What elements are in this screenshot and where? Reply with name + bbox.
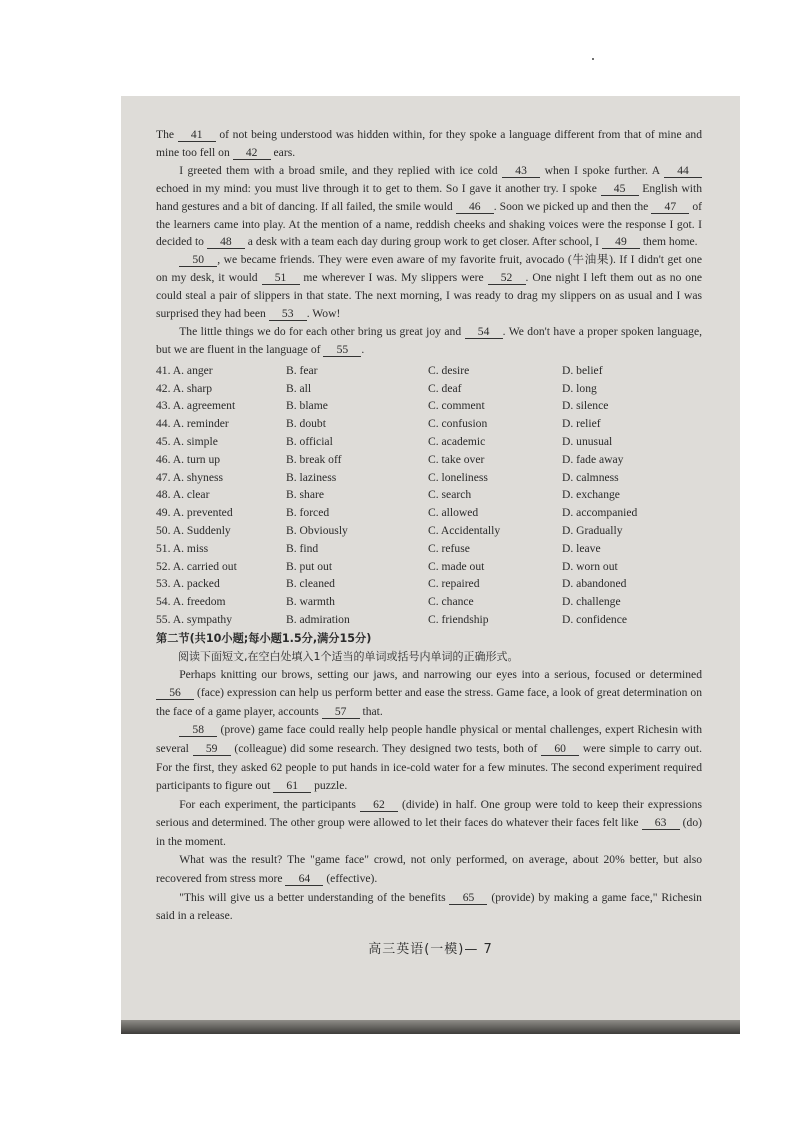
- option-cell: B. all: [286, 381, 312, 395]
- option-cell: 54. A. freedom: [156, 595, 226, 609]
- blank-49: 49: [602, 235, 640, 249]
- passage-text: that.: [359, 704, 383, 718]
- passage-text: (prove) game face could really help people handle physical or mental challenges, expert Richesin with several: [156, 723, 702, 755]
- page-footer: 高三英语(一模)— 7: [368, 942, 493, 957]
- passage-text: were simple to carry out. For the first, they asked 62 people to put hands in ice-cold water for a few minutes. The second experiment required participants to figure out: [156, 741, 702, 793]
- blank-65: 65: [449, 891, 487, 905]
- option-cell: B. blame: [286, 399, 328, 413]
- passage-text: For each experiment, the participants: [179, 797, 360, 811]
- option-cell: 44. A. reminder: [156, 417, 229, 431]
- option-cell: C. desire: [428, 363, 470, 377]
- option-cell: D. abandoned: [562, 577, 627, 591]
- passage-text: (face) expression can help us perform better and ease the stress. Game face, a look of great determination on the face of a game player, accounts: [156, 686, 702, 718]
- option-cell: B. admiration: [286, 612, 350, 626]
- option-cell: D. accompanied: [562, 506, 638, 520]
- option-cell: C. allowed: [428, 506, 479, 520]
- option-cell: B. Obviously: [286, 523, 348, 537]
- passage-text: . Soon we picked up and then the: [493, 199, 652, 213]
- blank-47: 47: [651, 200, 689, 214]
- section-2-heading: 第二节(共10小题;每小题1.5分,满分15分): [156, 631, 372, 645]
- option-cell: B. fear: [286, 363, 318, 377]
- scanned-exam-page: [121, 96, 740, 1034]
- option-cell: B. forced: [286, 506, 330, 520]
- blank-55: 55: [323, 343, 361, 357]
- option-cell: B. put out: [286, 559, 333, 573]
- passage-text: English with hand gestures and a bit of dancing. If all failed, the smile would: [156, 181, 702, 213]
- passage-text: . Wow!: [306, 307, 341, 321]
- option-cell: B. break off: [286, 452, 342, 466]
- option-cell: D. Gradually: [562, 523, 623, 537]
- blank-62: 62: [360, 798, 398, 812]
- blank-64: 64: [285, 872, 323, 886]
- passage-text: (colleague) did some research. They designed two tests, both of: [230, 741, 542, 755]
- option-cell: C. comment: [428, 399, 485, 413]
- option-cell: D. fade away: [562, 452, 624, 466]
- grammar-paragraph-3: [156, 796, 702, 852]
- passage-text: them home.: [639, 235, 698, 249]
- cloze-paragraph-1: [156, 126, 702, 162]
- option-cell: C. repaired: [428, 577, 480, 591]
- option-cell: 48. A. clear: [156, 488, 210, 502]
- passage-text: What was the result? The "game face" crowd, not only performed, on average, about 20% better, but also recovered from stress more: [156, 853, 702, 886]
- option-cell: B. laziness: [286, 470, 337, 484]
- passage-text: . We don't have a proper spoken language, but we are fluent in the language of: [156, 324, 703, 356]
- option-cell: 47. A. shyness: [156, 470, 223, 484]
- grammar-paragraph-5: [156, 889, 702, 926]
- cloze-paragraph-2: [156, 162, 702, 252]
- option-cell: D. relief: [562, 417, 601, 431]
- blank-48: 48: [207, 235, 245, 249]
- grammar-paragraph-2: [156, 721, 702, 795]
- blank-43: 43: [502, 164, 540, 178]
- option-cell: C. made out: [428, 559, 485, 573]
- passage-text: Perhaps knitting our brows, setting our jaws, and narrowing our eyes into a serious, focused or determined: [179, 667, 702, 681]
- option-cell: B. cleaned: [286, 577, 335, 591]
- blank-50: 50: [179, 253, 217, 267]
- passage-text: . One night I left them out as no one could steal a pair of slippers in that state. The next morning, I was ready to drag my slippers on as usual and I was surprised they had been: [156, 271, 703, 321]
- passage-text: The little things we do for each other bring us great joy and: [179, 324, 465, 338]
- passage-text: when I spoke further. A: [540, 163, 665, 177]
- passage-text: of not being understood was hidden within, for they spoke a language different from that of mine and mine too fell on: [156, 128, 702, 159]
- cloze-passage: [156, 126, 702, 359]
- passage-text: "This will give us a better understanding of the benefits: [179, 890, 450, 904]
- option-cell: 50. A. Suddenly: [156, 523, 231, 537]
- option-cell: B. warmth: [286, 595, 335, 609]
- blank-53: 53: [269, 307, 307, 321]
- page-content: [156, 126, 702, 926]
- option-cell: C. confusion: [428, 417, 488, 431]
- grammar-passage: [156, 666, 702, 926]
- option-cell: D. long: [562, 381, 597, 395]
- blank-45: 45: [601, 182, 639, 196]
- blank-60: 60: [541, 742, 579, 756]
- blank-58: 58: [179, 723, 217, 737]
- option-cell: D. worn out: [562, 559, 618, 573]
- blank-57: 57: [322, 705, 360, 719]
- blank-41: 41: [178, 128, 216, 142]
- option-cell: 52. A. carried out: [156, 559, 237, 573]
- option-cell: D. calmness: [562, 470, 619, 484]
- passage-text: I greeted them with a broad smile, and they replied with ice cold: [179, 163, 503, 177]
- blank-51: 51: [262, 271, 300, 285]
- passage-text: ears.: [270, 145, 296, 159]
- option-cell: 51. A. miss: [156, 541, 209, 555]
- option-cell: C. friendship: [428, 612, 489, 626]
- option-cell: B. official: [286, 434, 333, 448]
- option-cell: B. doubt: [286, 417, 326, 431]
- option-cell: 41. A. anger: [156, 363, 213, 377]
- option-cell: 53. A. packed: [156, 577, 220, 591]
- options-table: [156, 362, 702, 629]
- blank-52: 52: [488, 271, 526, 285]
- grammar-paragraph-4: [156, 851, 702, 888]
- option-cell: D. challenge: [562, 595, 621, 609]
- scan-speck: [592, 58, 594, 60]
- option-cell: 45. A. simple: [156, 434, 218, 448]
- passage-text: (do) in the moment.: [156, 816, 702, 848]
- option-cell: 46. A. turn up: [156, 452, 221, 466]
- blank-42: 42: [233, 146, 271, 160]
- blank-56: 56: [156, 686, 194, 700]
- option-cell: C. take over: [428, 452, 485, 466]
- blank-54: 54: [465, 325, 503, 339]
- passage-text: (effective).: [323, 872, 378, 886]
- option-cell: C. refuse: [428, 541, 470, 555]
- cloze-paragraph-3: [156, 251, 702, 323]
- passage-text: (provide) by making a game face," Richesin said in a release.: [156, 890, 702, 923]
- option-cell: 43. A. agreement: [156, 399, 236, 413]
- passage-text: , we became friends. They were even aware of my favorite fruit, avocado (牛油果). If I didn't get one on my desk, it would: [156, 253, 702, 285]
- passage-text: a desk with a team each day during group work to get closer. After school, I: [244, 235, 602, 249]
- passage-text: of the learners came into play. At the mention of a name, reddish cheeks and shaking voices were the response I got. I decided to: [156, 199, 702, 249]
- option-cell: D. silence: [562, 399, 609, 413]
- blank-61: 61: [273, 779, 311, 793]
- cloze-paragraph-4: [156, 323, 702, 359]
- blank-63: 63: [642, 816, 680, 830]
- blank-46: 46: [456, 200, 494, 214]
- option-cell: C. academic: [428, 434, 486, 448]
- option-cell: D. confidence: [562, 612, 628, 626]
- option-cell: C. deaf: [428, 381, 462, 395]
- option-cell: 49. A. prevented: [156, 506, 233, 520]
- grammar-paragraph-1: [156, 666, 702, 722]
- option-cell: C. search: [428, 488, 472, 502]
- option-cell: 42. A. sharp: [156, 381, 213, 395]
- option-cell: D. leave: [562, 541, 601, 555]
- option-cell: C. chance: [428, 595, 474, 609]
- section-2-instruction: 阅读下面短文,在空白处填入1个适当的单词或括号内单词的正确形式。: [178, 649, 519, 663]
- passage-text: me wherever I was. My slippers were: [299, 271, 488, 285]
- option-cell: C. Accidentally: [428, 523, 501, 537]
- blank-44: 44: [664, 164, 702, 178]
- option-cell: 55. A. sympathy: [156, 612, 233, 626]
- option-cell: B. share: [286, 488, 324, 502]
- option-cell: B. find: [286, 541, 319, 555]
- option-cell: D. belief: [562, 363, 603, 377]
- passage-text: puzzle.: [311, 779, 348, 793]
- passage-text: .: [361, 342, 365, 356]
- scan-edge-strip: [121, 1020, 740, 1034]
- option-cell: D. exchange: [562, 488, 620, 502]
- passage-text: The: [156, 128, 178, 141]
- option-cell: D. unusual: [562, 434, 613, 448]
- blank-59: 59: [193, 742, 231, 756]
- option-cell: C. loneliness: [428, 470, 488, 484]
- passage-text: echoed in my mind: you must live through it to get to them. So I gave it another try. I spoke: [156, 181, 601, 195]
- passage-text: (divide) in half. One group were told to keep their expressions serious and determined. The other group were allowed to let their faces do whatever their faces felt like: [156, 797, 702, 830]
